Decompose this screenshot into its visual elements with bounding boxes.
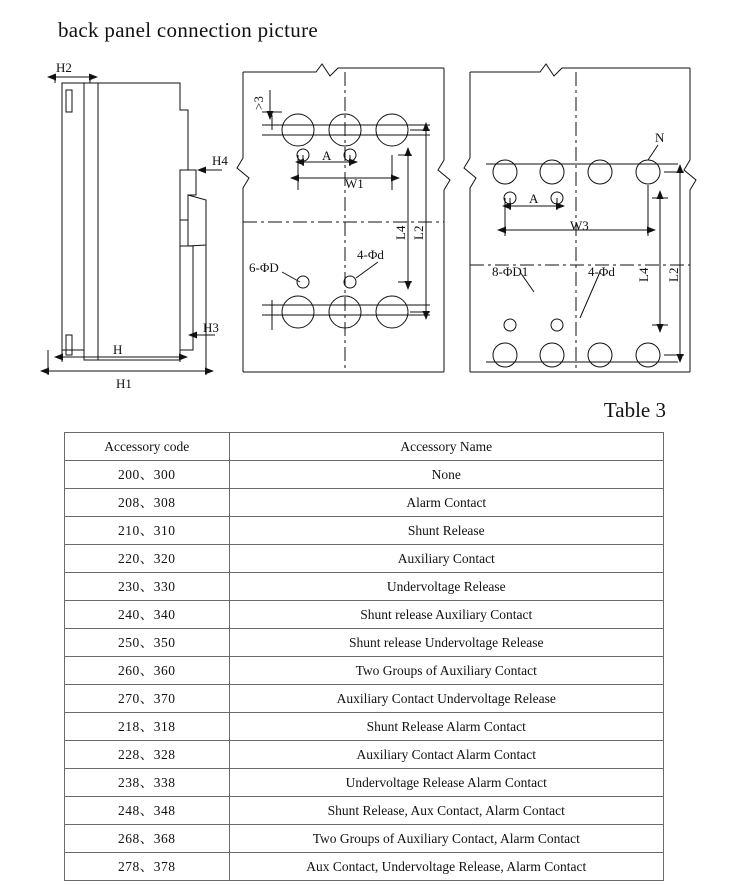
label-h1: H1 (116, 376, 132, 391)
label-a-left: A (322, 148, 332, 163)
cell-name: Shunt Release, Aux Contact, Alarm Contact (229, 797, 663, 825)
technical-drawing (0, 50, 750, 395)
cell-code: 268、368 (65, 825, 230, 853)
cell-name: Auxiliary Contact Alarm Contact (229, 741, 663, 769)
label-w3: W3 (570, 218, 589, 233)
cell-name: Shunt release Undervoltage Release (229, 629, 663, 657)
table-row (65, 629, 664, 657)
cell-name: Alarm Contact (229, 489, 663, 517)
cell-name: Undervoltage Release (229, 573, 663, 601)
cell-code: 218、318 (65, 713, 230, 741)
cell-code: 228、328 (65, 741, 230, 769)
cell-code: 210、310 (65, 517, 230, 545)
cell-name: Two Groups of Auxiliary Contact, Alarm Contact (229, 825, 663, 853)
cell-name: Shunt release Auxiliary Contact (229, 601, 663, 629)
table-row (65, 797, 664, 825)
cell-code: 278、378 (65, 853, 230, 881)
cell-code: 270、370 (65, 685, 230, 713)
cell-code: 208、308 (65, 489, 230, 517)
table-caption: Table 3 (603, 398, 666, 422)
table-row (65, 657, 664, 685)
table-row (65, 713, 664, 741)
label-l4-right: L4 (636, 267, 651, 282)
table-row (65, 489, 664, 517)
table-header-row (65, 433, 664, 461)
label-l2-left: L2 (411, 225, 426, 240)
table-row (65, 853, 664, 881)
page-title: back panel connection picture (58, 18, 319, 42)
accessory-table (64, 432, 664, 881)
table-row (65, 545, 664, 573)
header-accessory-code: Accessory code (65, 433, 230, 461)
cell-name: Auxiliary Contact Undervoltage Release (229, 685, 663, 713)
label-6phid: 6-ΦD (249, 260, 279, 275)
cell-code: 220、320 (65, 545, 230, 573)
label-h2: H2 (56, 60, 72, 75)
table-row (65, 461, 664, 489)
label-4phid-left: 4-Φd (357, 247, 384, 262)
cell-name: Shunt Release (229, 517, 663, 545)
label-l4-left: L4 (393, 225, 408, 240)
cell-name: None (229, 461, 663, 489)
table-row (65, 685, 664, 713)
table-row (65, 741, 664, 769)
label-a-right: A (529, 191, 539, 206)
header-accessory-name: Accessory Name (229, 433, 663, 461)
label-gt3: >3 (251, 96, 266, 110)
cell-name: Aux Contact, Undervoltage Release, Alarm Contact (229, 853, 663, 881)
table-row (65, 517, 664, 545)
table-body (65, 461, 664, 881)
label-l2-right: L2 (666, 267, 681, 282)
table-row (65, 573, 664, 601)
drawing-svg (0, 50, 750, 395)
label-h3: H3 (203, 320, 219, 335)
cell-code: 250、350 (65, 629, 230, 657)
cell-code: 240、340 (65, 601, 230, 629)
label-h4: H4 (212, 153, 228, 168)
table-row (65, 769, 664, 797)
label-w1: W1 (345, 176, 364, 191)
label-n: N (655, 130, 665, 145)
label-8phid1: 8-ΦD1 (492, 264, 529, 279)
cell-code: 238、338 (65, 769, 230, 797)
cell-code: 230、330 (65, 573, 230, 601)
cell-code: 200、300 (65, 461, 230, 489)
label-4phid-right: 4-Φd (588, 264, 615, 279)
cell-name: Auxiliary Contact (229, 545, 663, 573)
cell-name: Undervoltage Release Alarm Contact (229, 769, 663, 797)
cell-name: Two Groups of Auxiliary Contact (229, 657, 663, 685)
cell-name: Shunt Release Alarm Contact (229, 713, 663, 741)
table-row (65, 825, 664, 853)
label-h: H (113, 342, 123, 357)
cell-code: 260、360 (65, 657, 230, 685)
table-row (65, 601, 664, 629)
cell-code: 248、348 (65, 797, 230, 825)
